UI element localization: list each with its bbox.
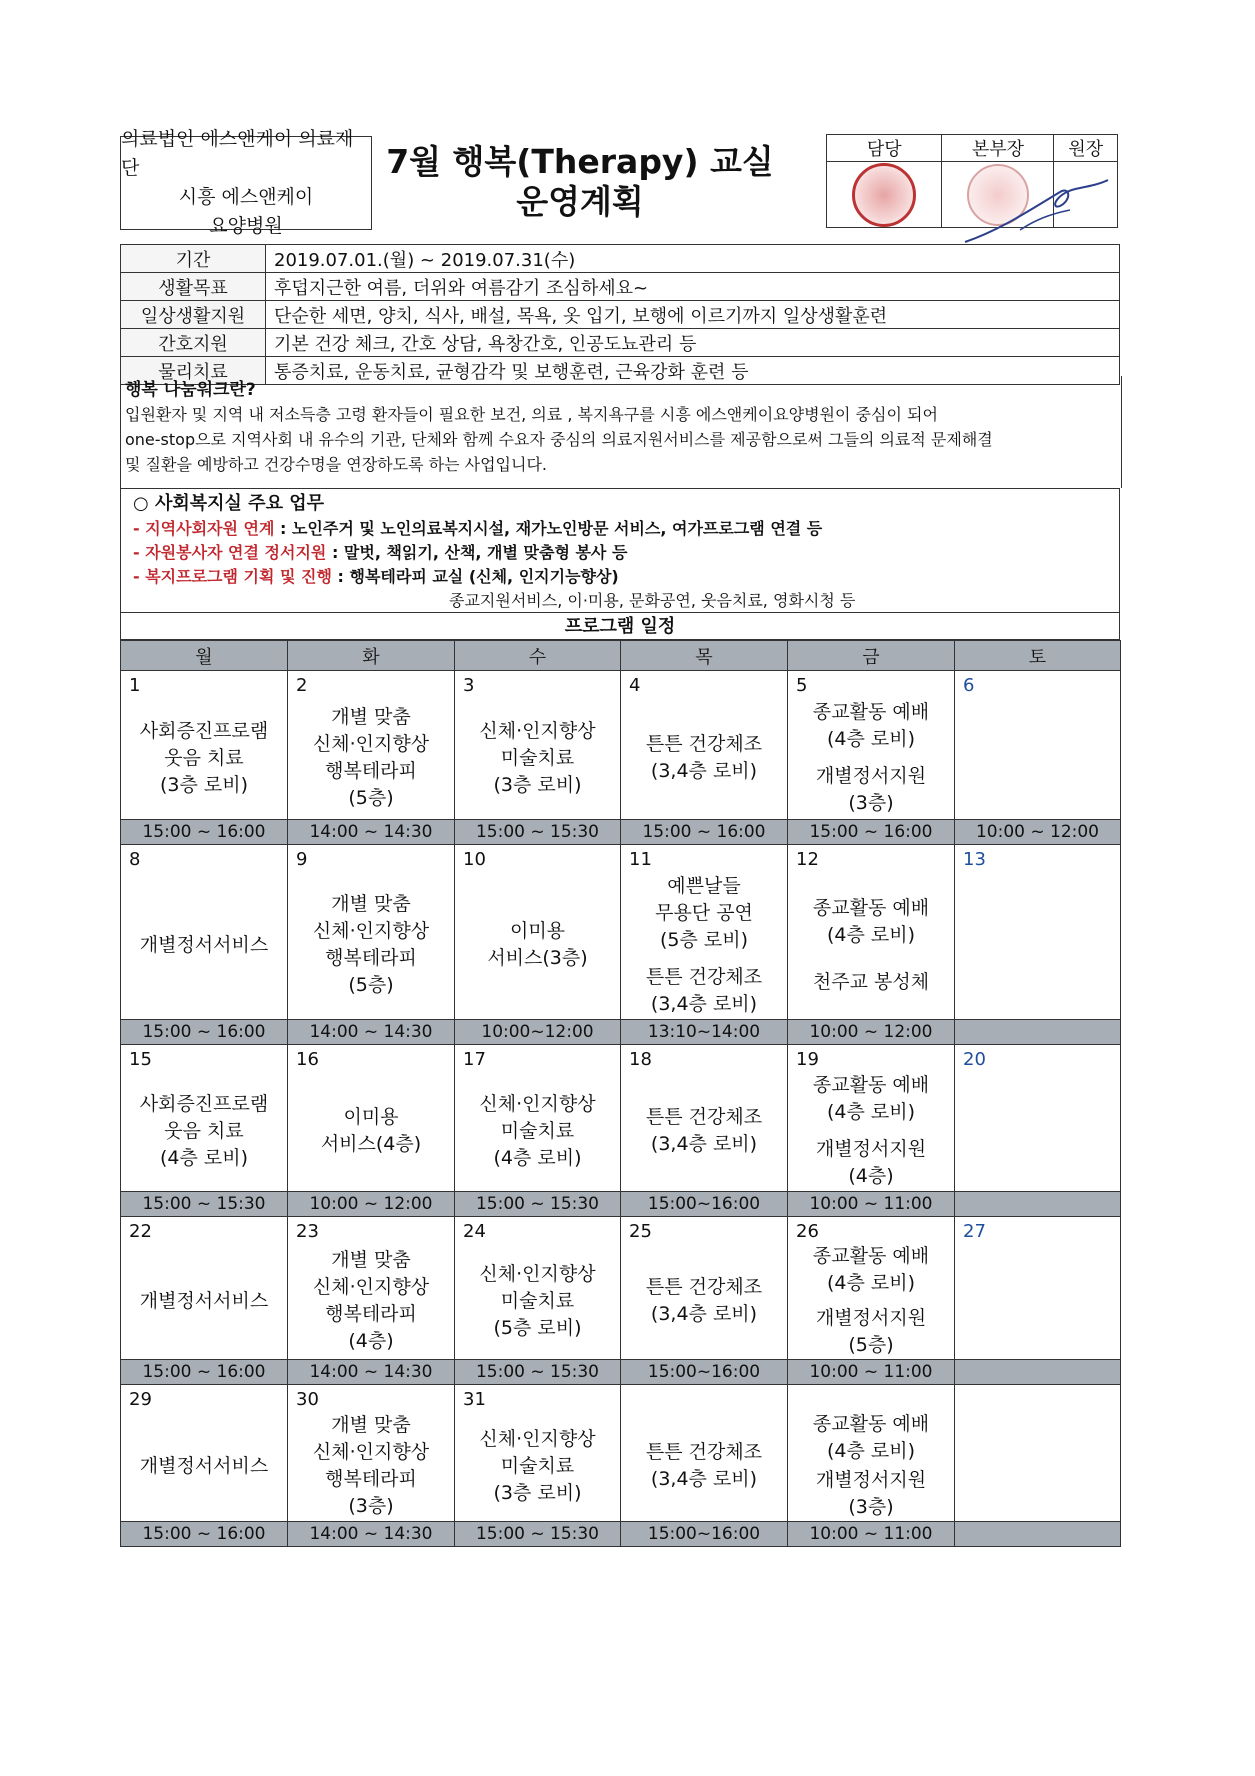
program-time: 15:00 ~ 15:30 [455,1360,621,1385]
program-content [621,871,787,1019]
program-line: 개별정서지원 [815,1469,927,1491]
program-line: (5층) [848,1334,894,1356]
program-line: 튼튼 건강체조 [645,1276,763,1298]
day-number: 18 [629,1049,652,1070]
program-time: 15:00~16:00 [621,1192,788,1217]
program-line: (4층 로비) [493,1146,582,1169]
day-cell [621,1217,788,1360]
program-line: 신체·인지향상 [312,920,430,942]
program-time [955,1360,1121,1385]
day-number: 10 [463,849,486,870]
org-line: 의료법인 에스앤케이 의료재단 [121,128,354,179]
program-line: 종교활동 예배 [812,896,930,919]
program-content [121,1411,287,1521]
program-line: (4층) [348,1330,394,1352]
program-line: (3,4층 로비) [650,1133,758,1155]
program-line: (3층) [848,792,894,814]
program-content [455,1071,620,1191]
info-row [121,245,1120,273]
program-line: 미술치료 [500,1454,575,1477]
program-content [955,1071,1120,1191]
day-cell [788,671,955,820]
program-line: (3,4층 로비) [650,1303,758,1325]
program-time: 15:00 ~ 15:30 [455,1192,621,1217]
program-time: 13:10~14:00 [621,1020,788,1045]
day-cell [621,671,788,820]
day-number: 19 [796,1049,819,1070]
program-time: 15:00 ~ 16:00 [788,820,955,845]
program-line: (4층 로비) [826,728,915,750]
program-line: 개별정서지원 [815,765,927,787]
program-line: 신체·인지향상 [479,1092,596,1115]
day-number: 27 [963,1221,986,1242]
program-content [288,697,454,819]
week-row [121,845,1121,1020]
day-cell [621,845,788,1020]
program-content [788,1411,954,1521]
program-time: 15:00 ~ 15:30 [455,820,621,845]
program-time: 15:00 ~ 15:30 [121,1192,288,1217]
day-number: 11 [629,849,652,870]
day-number: 17 [463,1049,486,1070]
program-line: (4층 로비) [826,923,915,946]
program-line: 개별 맞춤 [331,893,411,915]
day-cell [455,1217,621,1360]
weekday-header: 화 [288,641,455,671]
program-content [288,1071,454,1191]
program-line: 신체·인지향상 [479,1427,596,1450]
program-time: 10:00 ~ 11:00 [788,1360,955,1385]
day-cell [788,1045,955,1192]
program-time: 15:00 ~ 16:00 [121,1360,288,1385]
program-line: (4층 로비) [159,1146,248,1169]
day-cell [788,845,955,1020]
program-line: (5층 로비) [659,928,748,951]
program-time: 15:00 ~ 16:00 [121,1020,288,1045]
program-line: 사회증진프로램 [139,1092,269,1115]
title-line: 7월 행복(Therapy) 교실 [386,142,774,181]
day-cell [121,1385,288,1522]
time-row [121,1522,1121,1547]
program-time: 10:00 ~ 12:00 [288,1192,455,1217]
day-cell [121,1217,288,1360]
info-value: 단순한 세면, 양치, 식사, 배설, 목욕, 옷 입기, 보행에 이르기까지 일상생활훈련 [266,301,1120,329]
program-content [121,871,287,1019]
program-content [288,871,454,1019]
info-row [121,273,1120,301]
program-line: 행복테라피 [325,1303,417,1325]
duty-item [133,541,1119,565]
program-line: (3,4층 로비) [650,760,758,782]
program-time: 15:00 ~ 16:00 [121,1522,288,1547]
program-line: 신체·인지향상 [312,1441,430,1463]
time-row [121,1360,1121,1385]
program-content [455,697,620,819]
intro-line: one-stop으로 지역사회 내 유수의 기관, 단체와 함께 수요자 중심의 의료지원서비스를 제공함으로써 그들의 의료적 문제해결 [125,430,993,449]
weekday-header: 목 [621,641,788,671]
program-line: 서비스(3층) [487,947,588,969]
day-number: 8 [129,849,141,870]
program-line: 개별정서서비스 [139,1289,269,1312]
program-content [288,1411,454,1521]
program-line: (3,4층 로비) [650,992,758,1015]
day-number: 25 [629,1221,652,1242]
day-cell [455,1385,621,1522]
program-content [621,1071,787,1191]
program-content [288,1243,454,1359]
program-line: (3,4층 로비) [650,1468,758,1490]
schedule-calendar [120,640,1121,1547]
duty-continuation: 종교지원서비스, 이·미용, 문화공연, 웃음치료, 영화시청 등 [449,591,856,610]
program-line: (3층 로비) [493,773,582,796]
program-line: 개별 맞춤 [331,706,411,728]
info-value: 통증치료, 운동치료, 균형감각 및 보행훈련, 근육강화 훈련 등 [266,357,1120,385]
duty-prefix: - 자원봉사자 연결 정서지원 [133,543,327,562]
program-time: 10:00 ~ 12:00 [955,820,1121,845]
duty-text: : 노인주거 및 노인의료복지시설, 재가노인방문 서비스, 여가프로그램 연결 등 [274,519,823,538]
intro-section [120,378,1120,477]
program-content [788,1243,954,1359]
program-content [955,871,1120,1019]
program-content [621,1411,787,1521]
program-line: 개별정서서비스 [139,933,269,956]
red-seal-stamp [852,163,916,227]
program-time: 15:00~16:00 [621,1522,788,1547]
weekday-header: 토 [955,641,1121,671]
day-cell [788,1217,955,1360]
program-content [788,871,954,1019]
intro-line: 및 질환을 예방하고 건강수명을 연장하도록 하는 사업입니다. [125,455,548,474]
program-content [455,1243,620,1359]
program-line: 서비스(4층) [320,1133,422,1155]
title-line: 운영계획 [516,182,644,221]
program-line: 미술치료 [500,746,575,769]
program-line: (3층) [348,1495,394,1517]
program-line: 종교활동 예배 [812,1245,930,1267]
day-cell [455,1045,621,1192]
weekday-header: 월 [121,641,288,671]
approval-label: 담당 [827,135,942,162]
intro-line: 입원환자 및 지역 내 저소득층 고령 환자들이 필요한 보건, 의료 , 복지욕구를 시흥 에스앤케이요양병원이 중심이 되어 [125,405,938,424]
program-content [121,1071,287,1191]
program-line: 웃음 치료 [164,746,244,769]
program-time: 10:00 ~ 11:00 [788,1192,955,1217]
program-time: 10:00 ~ 12:00 [788,1020,955,1045]
program-line: 신체·인지향상 [479,719,596,742]
program-line: 종교활동 예배 [812,1413,930,1435]
info-value: 후덥지근한 여름, 더위와 여름감기 조심하세요~ [266,273,1120,301]
day-number: 6 [963,675,975,696]
time-row [121,820,1121,845]
signature-mark [960,170,1110,250]
info-row [121,301,1120,329]
week-row [121,671,1121,820]
day-cell [121,845,288,1020]
day-number: 16 [296,1049,319,1070]
program-line: (4층 로비) [826,1272,915,1294]
time-row [121,1192,1121,1217]
approval-label: 본부장 [942,135,1054,162]
program-line: 미술치료 [500,1119,575,1142]
page-title [380,142,780,222]
weekday-header: 수 [455,641,621,671]
day-cell [955,1045,1121,1192]
program-line: 행복테라피 [325,1468,417,1490]
program-line: 신체·인지향상 [312,733,430,755]
program-content [455,871,620,1019]
approval-stamp-cell [827,162,942,228]
program-time: 15:00 ~ 15:30 [455,1522,621,1547]
day-cell [288,1045,455,1192]
info-row [121,329,1120,357]
program-time: 14:00 ~ 14:30 [288,820,455,845]
day-number: 22 [129,1221,152,1242]
program-line: (5층 로비) [493,1316,582,1339]
program-content [955,697,1120,819]
program-time: 14:00 ~ 14:30 [288,1020,455,1045]
day-number: 15 [129,1049,152,1070]
day-number: 13 [963,849,986,870]
day-number: 2 [296,675,308,696]
program-content [788,1071,954,1191]
duties-section [120,488,1120,612]
duties-heading: ○ 사회복지실 주요 업무 [133,493,324,514]
day-cell [288,845,455,1020]
program-line: (4층) [848,1165,894,1187]
day-cell [288,1385,455,1522]
program-line: (4층 로비) [826,1101,915,1123]
day-number: 24 [463,1221,486,1242]
day-cell [955,1217,1121,1360]
program-line: 이미용 [509,920,566,942]
program-line: 무용단 공연 [655,901,753,924]
info-label: 기간 [121,245,266,273]
day-cell [955,1385,1121,1522]
program-line: (3층 로비) [159,773,248,796]
weekday-header: 금 [788,641,955,671]
program-line: 튼튼 건강체조 [645,1441,763,1463]
day-number: 29 [129,1389,152,1410]
day-cell [455,845,621,1020]
day-number: 12 [796,849,819,870]
day-number: 30 [296,1389,319,1410]
program-time [955,1192,1121,1217]
info-label: 물리치료 [121,357,266,385]
program-line: 튼튼 건강체조 [645,1106,763,1128]
program-time: 14:00 ~ 14:30 [288,1522,455,1547]
duty-text: : 행복테라피 교실 (신체, 인지기능향상) [331,567,619,586]
day-number: 20 [963,1049,986,1070]
program-line: 개별정서지원 [815,1307,927,1329]
duty-prefix: - 복지프로그램 기획 및 진행 [133,567,332,586]
program-time: 15:00~16:00 [621,1360,788,1385]
day-number: 26 [796,1221,819,1242]
day-cell [621,1045,788,1192]
program-line: 사회증진프로램 [139,719,269,742]
week-row [121,1385,1121,1522]
day-number: 4 [629,675,641,696]
org-line: 요양병원 [209,215,283,237]
program-time [955,1522,1121,1547]
info-label: 생활목표 [121,273,266,301]
day-cell [121,671,288,820]
org-line: 시흥 에스앤케이 [178,186,314,208]
day-cell [455,671,621,820]
program-line: (4층 로비) [826,1440,915,1462]
program-line: 행복테라피 [325,947,417,969]
duty-item [133,565,1119,589]
program-line: 개별 맞춤 [331,1249,411,1271]
program-line: 종교활동 예배 [812,701,930,723]
program-line: 종교활동 예배 [812,1074,930,1096]
day-cell [288,1217,455,1360]
program-time: 10:00~12:00 [455,1020,621,1045]
info-label: 간호지원 [121,329,266,357]
program-line: (3층) [848,1496,894,1518]
program-line: 신체·인지향상 [479,1262,596,1285]
day-number: 5 [796,675,808,696]
time-row [121,1020,1121,1045]
program-time: 15:00 ~ 16:00 [121,820,288,845]
day-number: 23 [296,1221,319,1242]
program-content [621,1243,787,1359]
day-cell [621,1385,788,1522]
program-content [121,697,287,819]
day-cell [121,1045,288,1192]
day-number: 3 [463,675,475,696]
duty-text: : 말벗, 책읽기, 산책, 개별 맞춤형 봉사 등 [326,543,628,562]
program-line: 개별정서지원 [815,1138,927,1160]
day-number: 31 [463,1389,486,1410]
approval-label: 원장 [1054,135,1118,162]
schedule-title: 프로그램 일정 [120,612,1120,640]
program-time: 14:00 ~ 14:30 [288,1360,455,1385]
program-line: 개별정서서비스 [139,1454,269,1477]
program-line: (3층 로비) [493,1481,582,1504]
info-table [120,244,1120,385]
program-content [455,1411,620,1521]
program-content [621,697,787,819]
info-value: 2019.07.01.(월) ~ 2019.07.31(수) [266,245,1120,273]
info-value: 기본 건강 체크, 간호 상담, 욕창간호, 인공도뇨관리 등 [266,329,1120,357]
program-time: 10:00 ~ 11:00 [788,1522,955,1547]
program-content [788,697,954,819]
day-cell [788,1385,955,1522]
program-line: (5층) [348,787,394,809]
day-number: 1 [129,675,141,696]
program-line: 튼튼 건강체조 [645,733,763,755]
day-cell [288,671,455,820]
program-time: 15:00 ~ 16:00 [621,820,788,845]
week-row [121,1045,1121,1192]
program-line: 천주교 봉성체 [812,970,930,993]
program-line: 예쁜날들 [667,874,741,897]
program-line: (5층) [348,974,394,996]
program-line: 웃음 치료 [164,1119,244,1142]
program-time [955,1020,1121,1045]
day-cell [955,671,1121,820]
info-label: 일상생활지원 [121,301,266,329]
duty-item [133,517,1119,541]
program-content [121,1243,287,1359]
program-line: 이미용 [343,1106,399,1128]
intro-heading: 행복 나눔워크란? [125,380,256,400]
program-line: 신체·인지향상 [312,1276,430,1298]
day-cell [955,845,1121,1020]
program-line: 튼튼 건강체조 [645,965,763,988]
program-content [955,1243,1120,1359]
duty-prefix: - 지역사회자원 연계 [133,519,275,538]
program-line: 미술치료 [500,1289,575,1312]
day-number: 9 [296,849,308,870]
program-line: 개별 맞춤 [331,1414,411,1436]
organization-box [120,128,372,237]
week-row [121,1217,1121,1360]
program-line: 행복테라피 [325,760,417,782]
program-content [955,1411,1120,1521]
